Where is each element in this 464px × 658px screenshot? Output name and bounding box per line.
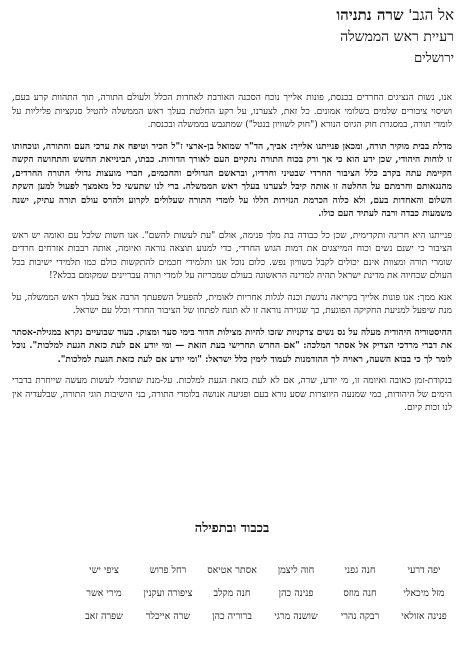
letter-header xyxy=(336,4,454,70)
signatures xyxy=(8,565,456,622)
signature: ברוריה כהן xyxy=(212,611,252,622)
signature: רבקה נהרי xyxy=(340,611,380,622)
closing-line: בכבוד ובתפילה xyxy=(194,521,270,536)
signature: מזל מיכאלי xyxy=(403,588,445,599)
signature: יפה דרעי xyxy=(407,565,441,576)
recipient-title: רעיית ראש הממשלה xyxy=(340,29,454,45)
signature xyxy=(8,588,72,599)
signature: מירי אשר xyxy=(86,588,122,599)
recipient-name: שרה נתניהו xyxy=(336,6,404,24)
paragraph-3: פנייתנו היא חריגה ותקדימית, שכן כל כבודה בת מלך פנימה, אולם "עת לעשות להשם". אנו חשות שלכל עם ואומה יש ראש הציבור כי ישנם נשים וכוח המייצגים את דמות הגוש החרדי, כדי למנוע תוצאה נוראה ואיומה, אותה רבבות אזרחים חרדים שומרי תורה ומצוות אינם יכולים לקבל בשוויון נפש. כלום נוכל אנו ותלמידי חכמים להתקשות כולם כמו תלמידי ישיבות בכל העולם שכחיוה את מדינת ישראל תהיה למדינה הראשונה בעולם שמכריזה על לומדי תורה עבריינים שמקומם בכלא?! xyxy=(12,230,452,281)
paragraph-5: ההיסטוריה היהודית מעלה על נס נשים צדקניות שזכו להיות מצילות חדור בימי סער ומצוק. בעוד שבועיים נקרא במגילת-אסתר את דברי מרדכי הצדיק אל אסתר המלכה: "אם החרש תחרישי בעת הזאת — ומי יודע אם לעת כזאת הגעת למלכות". נוכל לומר לך כי בבוא השעה, ראויה לך ההזדמנות לעמוד לימין כלל ישראל: "ומי יודע אם לעת כזאת הגעת למלכות". xyxy=(12,327,452,365)
signature: שפרה זאב xyxy=(85,611,123,622)
signature: חנה גפני xyxy=(344,565,376,576)
paragraph-1: אנו, נשות הנציגים החרדים בכנסת, פונות אלייך נוכח הסכנה האורבת לאחדות הכלל ולעולם התורה, תוך התהוות קרע בעם, ושיסוי ציבורים שלמים בשלומי אמונים. כל זאת, לצערנו, על רקע החלטת בעלך ראש הממשלה להטיל סנקציות פליליות על לומדי תורה, במסגרת חוק הגיוס הנורא ("חוק לשוויון בנטל") שמתגבש בממשלה ובכנסת. xyxy=(12,93,452,130)
signature: רחל פרוש xyxy=(149,565,187,576)
signature: ציפי ישי xyxy=(89,565,119,576)
paragraph-6: בנקודת-זמן כאובה ואיומה זו, מי יודע, שרה, אם לא לעת כזאת הגעת למלכות. על-מנת שתוכלי לעשות מעשה שייחרת בדברי הימים של היהודות, כמי שמנעה היווצרות שסע נורא בעם ופגיעה אנושה בלומדי התורה, בני הישיבות הוגי התורה, שבלעדיה אין לנו זכות קיום. xyxy=(12,376,452,413)
signature: אסתר אטיאס xyxy=(207,565,257,576)
signature: פנינה כהן xyxy=(278,588,314,599)
signature xyxy=(8,565,72,576)
signature: שרה אייכלר xyxy=(145,611,191,622)
signature: חנה מקלב xyxy=(213,588,251,599)
recipient-city: ירושלים xyxy=(414,51,454,66)
signature xyxy=(8,611,72,622)
paragraph-4: אנא ממך: אנו פונות אלייך בקריאה נרגשת וכנה לגלות אחריות לאומית, להפעיל השפעתך הרבה אצל בעלך ראש הממשלה, על מנת שיפעל למניעת החקיקה הפוגעת, כך שגזירה נוראה זו לא תונח לפתחו של הציבור החרדי וכלל עם ישראל. xyxy=(12,292,452,316)
letter-body xyxy=(12,92,452,424)
paragraph-2: מדלת בבית מוקיר תורה, ומכאן פנייתנו אלייך: אביך, הד"ר שמואל בן-ארצי ז"ל הכיר וטיפח את ערכי העם והתורה, ונוכחותו זו לוחות היהודי, שכן ידע הוא כי אך ורק בכוח התורה נתקיים העם לאורך הדורות. כבתו, תבינייאת החשש והתחושה הקשה הקיימת עתה בקרב כלל הציבור החרדי שבטיני וחרדיו, ובראשם הגדולים והחכמים, חברי מועצות גדולי התורה החרדים, מהנגאותם וחרמתם על החלטה זו אותה קיבל לצערנו בעלך ראש הממשלה. ברי לנו שתעשי כל מאמצך לפעול למען השקת השלום והאחדות בעם, ולא כלוה הכרמת הגזירות הללו על לומדי התורה שעלולים לקרוע ולהרס עולם תורה עתיק, ישנה משמעות כבדה ורבה לעתיד העם כולו. xyxy=(12,141,452,219)
signature: חוה ליצמן xyxy=(277,565,315,576)
recipient-line xyxy=(336,4,454,26)
signature: ציפורה ועקנין xyxy=(143,588,193,599)
signature: פנינה אזולאי xyxy=(401,611,447,622)
signature: חנה מוזס xyxy=(343,588,377,599)
signature: שושנה מרגי xyxy=(274,611,318,622)
salutation: אל הגב' xyxy=(408,6,454,24)
